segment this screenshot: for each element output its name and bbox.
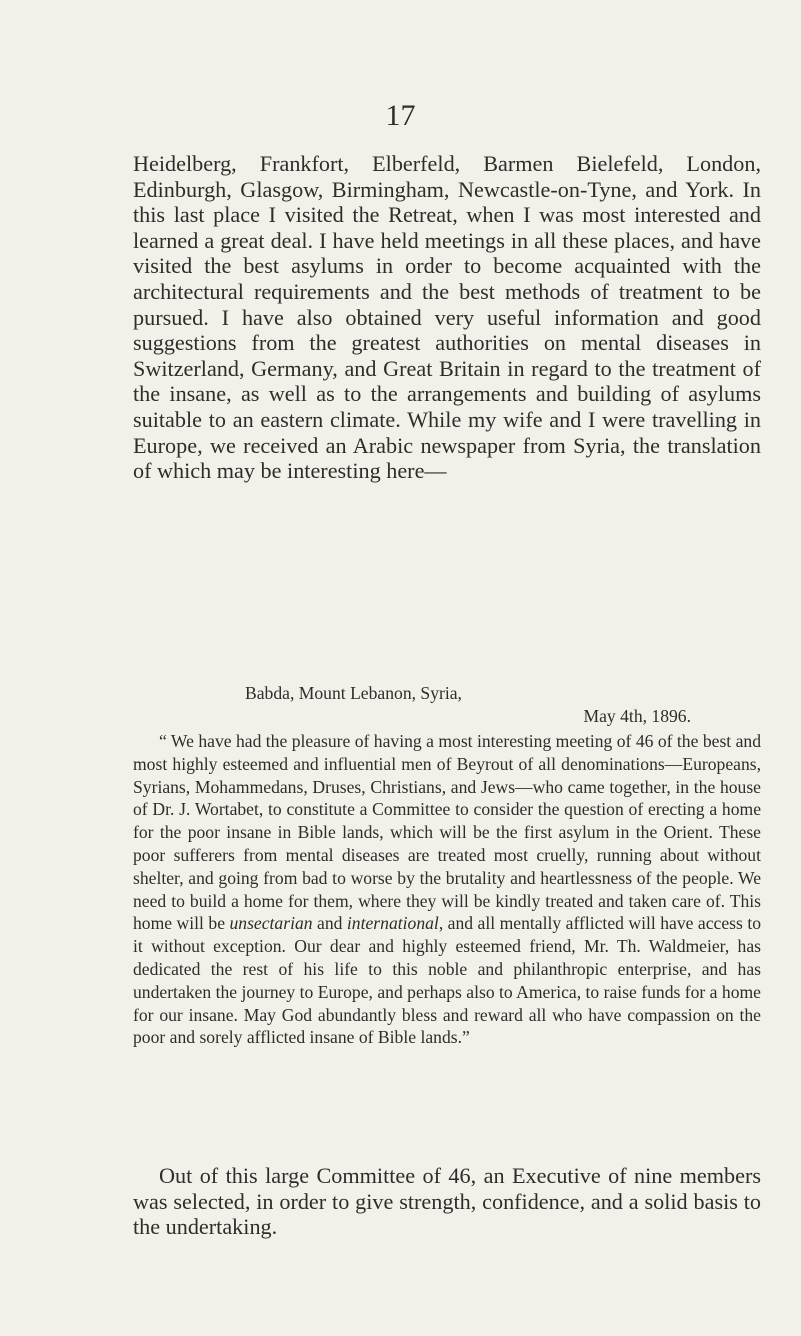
- closing-paragraph-block: [133, 1163, 761, 1240]
- opening-paragraph-block: [133, 151, 761, 484]
- quoted-letter-paragraph: [133, 730, 761, 1049]
- quote-italic-international: international: [346, 913, 439, 934]
- letter-dateline: [133, 682, 761, 728]
- quote-italic-unsectarian: unsectarian: [229, 913, 313, 934]
- letter-date: May 4th, 1896.: [583, 706, 691, 726]
- opening-paragraph: Heidelberg, Frankfort, Elberfeld, Barmen Bielefeld, London, Edinburgh, Glasgow, Birmingham, Newcastle-on-Tyne, and York. In this last place I visited the Retreat, when I was most interested and learned a great deal. I have held meetings in all these places, and have visited the best asylums in order to become acquainted with the architectural requirements and the best methods of treatment to be pursued. I have also obtained very useful information and good suggestions from the greatest authorities on mental diseases in Switzerland, Germany, and Great Britain in regard to the treatment of the insane, as well as to the arrangements and building of asylums suitable to an eastern climate. While my wife and I were travelling in Europe, we received an Arabic newspaper from Syria, the translation of which may be interesting here—: [133, 151, 761, 484]
- quote-text-2: , and all mentally afflicted will have access to it without exception. Our dear and highly esteemed friend, Mr. Th. Waldmeier, has dedicated the rest of his life to this noble and philanthropic enterprise, and has undertaken the journey to Europe, and perhaps also to America, to raise funds for a home for our insane. May God abundantly bless and reward all who have compassion on the poor and sorely afflicted insane of Bible lands.”: [133, 913, 762, 1048]
- closing-paragraph: Out of this large Committee of 46, an Executive of nine members was selected, in order to give strength, confidence, and a solid basis to the undertaking.: [133, 1163, 761, 1240]
- page-number: 17: [385, 99, 416, 132]
- quote-text-1: “ We have had the pleasure of having a most interesting meeting of 46 of the best and most highly esteemed and influential men of Beyrout of all denominations—Europeans, Syrians, Mohammedans, Druses, Christians, and Jews—who came together, in the house of Dr. J. Wortabet, to constitute a Committee to consider the question of erecting a home for the poor insane in Bible lands, which will be the first asylum in the Orient. These poor sufferers from mental diseases are treated most cruelly, running about without shelter, and going from bad to worse by the brutality and heartlessness of the people. We need to build a home for them, where they will be kindly treated and taken care of. This home will be: [133, 731, 761, 934]
- letter-place: Babda, Mount Lebanon, Syria,: [245, 683, 462, 703]
- quoted-letter: [133, 730, 761, 1049]
- quote-and: and: [312, 913, 347, 934]
